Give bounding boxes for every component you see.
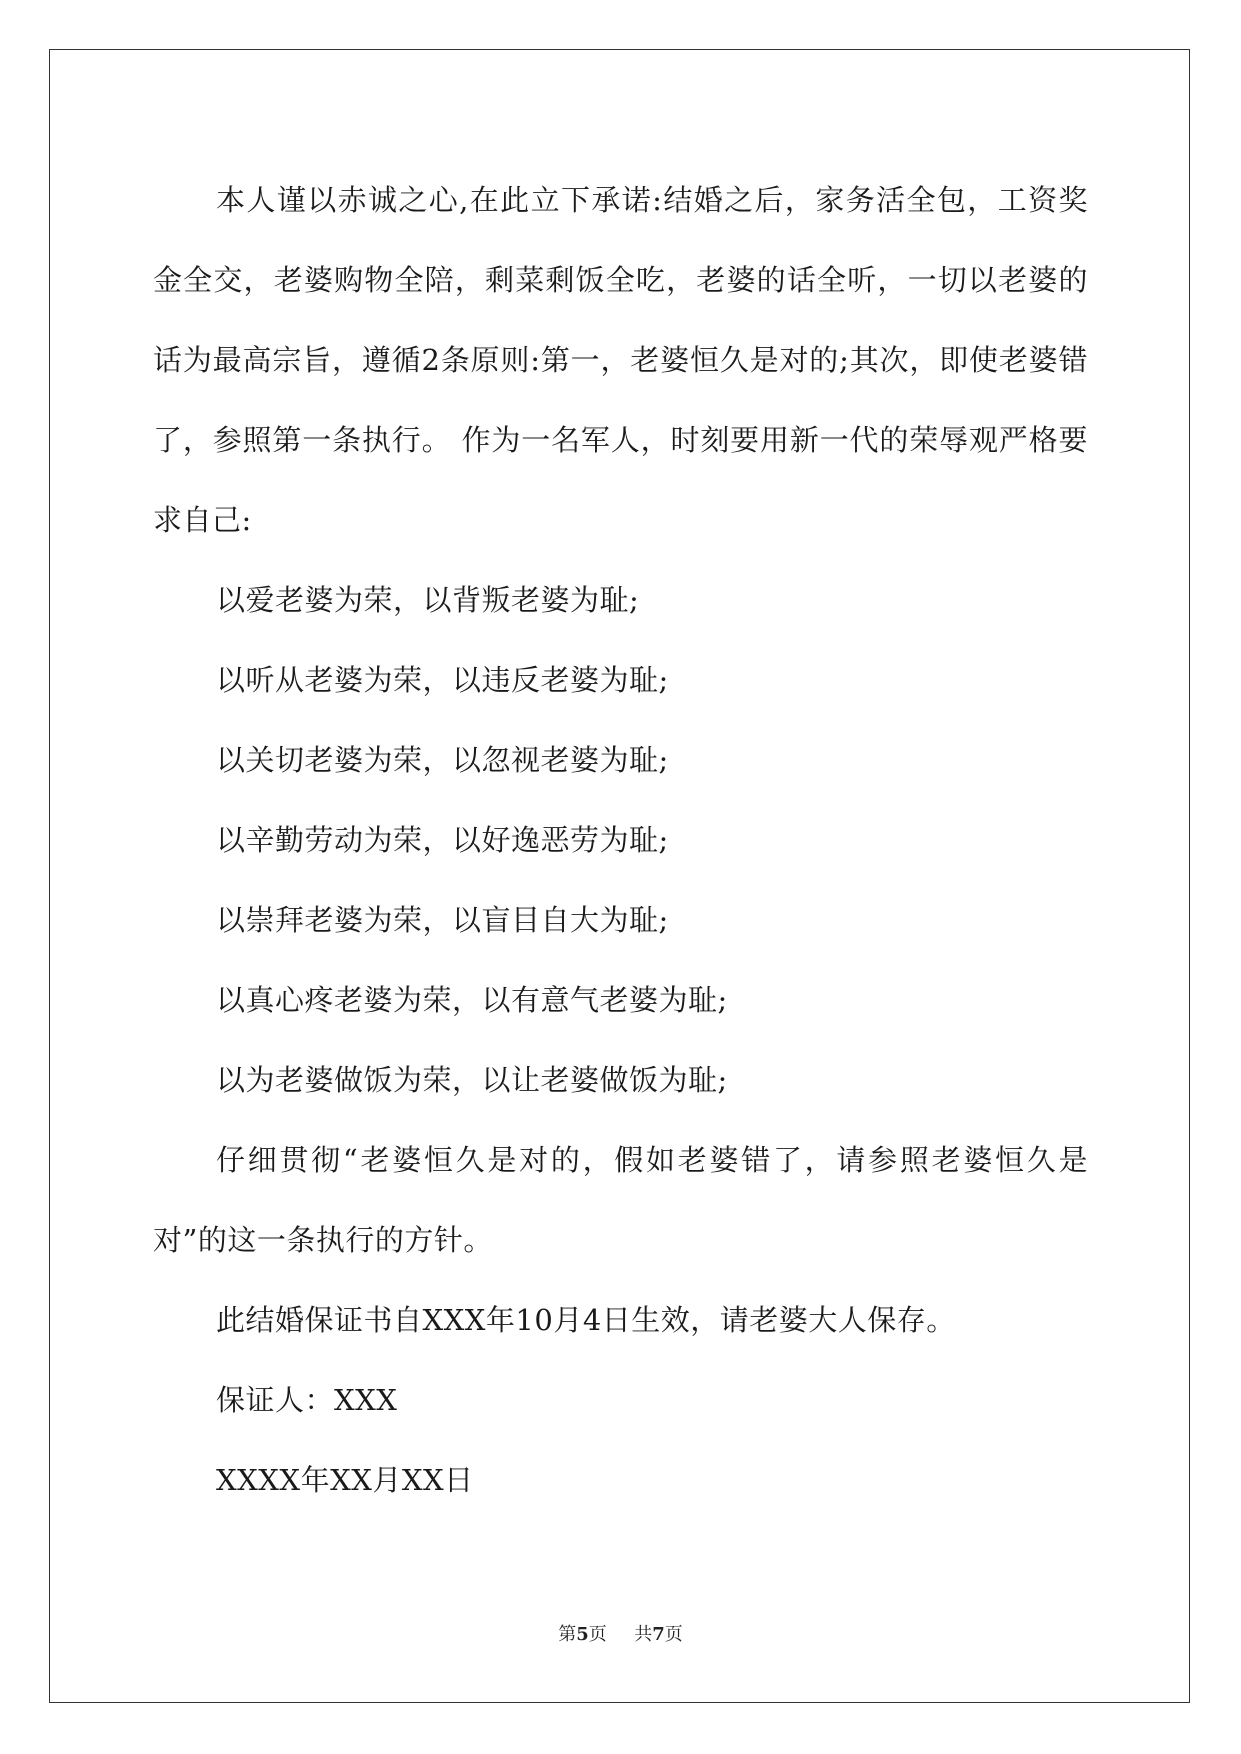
document-body [153, 160, 1088, 1520]
paragraph-line: 以崇拜老婆为荣，以盲目自大为耻; [216, 903, 669, 937]
total-label-prefix: 共 [634, 1624, 653, 1645]
paragraph-guarantor: 保证人：XXX [216, 1383, 398, 1417]
paragraph-line: 以爱老婆为荣，以背叛老婆为耻; [216, 583, 640, 617]
page-total-number: 7 [652, 1624, 665, 1645]
page-total [634, 1620, 683, 1646]
paragraph-line: 以辛勤劳动为荣，以好逸恶劳为耻; [216, 823, 669, 857]
paragraph-effective-date: 此结婚保证书自XXX年10月4日生效，请老婆大人保存。 [216, 1303, 956, 1337]
paragraph-pledge: 本人谨以赤诚之心,在此立下承诺:结婚之后，家务活全包，工资奖金全交，老婆购物全陪，剩菜剩饭全吃，老婆的话全听，一切以老婆的话为最高宗旨，遵循2条原则:第一，老婆恒久是对的;其次，即使老婆错了，参照第一条执行。 作为一名军人，时刻要用新一代的荣辱观严格要求自己: [153, 183, 1088, 537]
page-label-prefix: 第 [558, 1624, 577, 1645]
page-label-suffix: 页 [588, 1624, 607, 1645]
paragraph-principle: 仔细贯彻“老婆恒久是对的，假如老婆错了，请参照老婆恒久是对”的这一条执行的方针。 [153, 1143, 1088, 1257]
paragraph-line: 以关切老婆为荣，以忽视老婆为耻; [216, 743, 669, 777]
page-current: 5 [576, 1624, 589, 1645]
page-number [558, 1620, 607, 1646]
paragraph-line: 以真心疼老婆为荣，以有意气老婆为耻; [216, 983, 728, 1017]
paragraph-line: 以听从老婆为荣，以违反老婆为耻; [216, 663, 669, 697]
total-label-suffix: 页 [664, 1624, 683, 1645]
page-footer [0, 1620, 1241, 1646]
paragraph-date: XXXX年XX月XX日 [216, 1463, 474, 1497]
paragraph-line: 以为老婆做饭为荣，以让老婆做饭为耻; [216, 1063, 728, 1097]
